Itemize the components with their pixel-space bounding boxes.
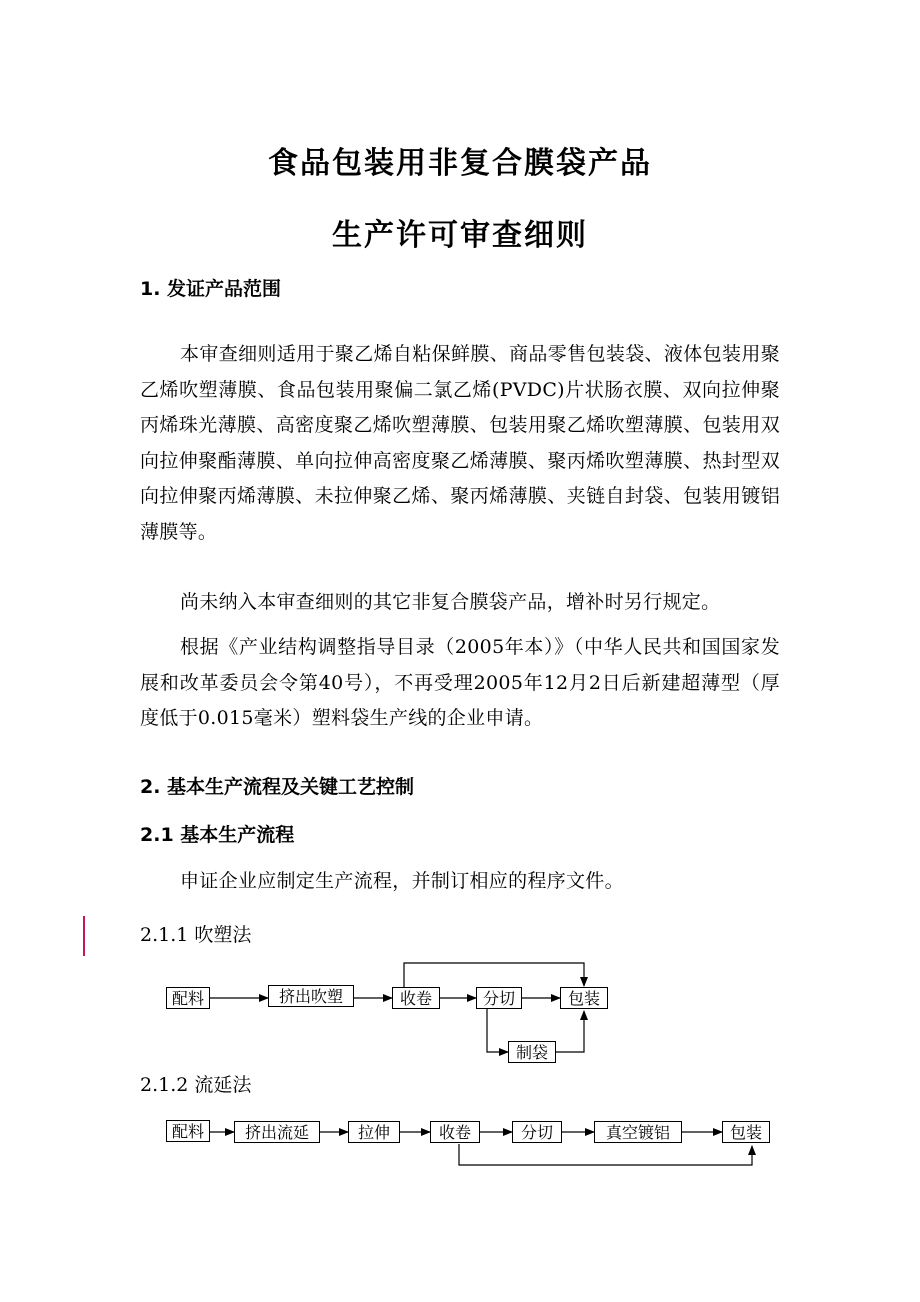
arrow-m2-bypass bbox=[459, 1144, 752, 1165]
m1-step-batching: 配料 bbox=[166, 987, 210, 1009]
m2-step-batching: 配料 bbox=[166, 1120, 210, 1142]
section1-paragraph-scope: 本审查细则适用于聚乙烯自粘保鲜膜、商品零售包装袋、液体包装用聚乙烯吹塑薄膜、食品包装用聚偏二氯乙烯(PVDC)片状肠衣膜、双向拉伸聚丙烯珠光薄膜、高密度聚乙烯吹塑薄膜、包装用聚乙烯吹塑薄膜、包装用双向拉伸聚酯薄膜、单向拉伸高密度聚乙烯薄膜、聚丙烯吹塑薄膜、热封型双向拉伸聚丙烯薄膜、未拉伸聚乙烯、聚丙烯薄膜、夹链自封袋、包装用镀铝薄膜等。 bbox=[140, 343, 780, 543]
section1-paragraph-regulation: 根据《产业结构调整指导目录（2005年本）》（中华人民共和国国家发展和改革委员会令第40号），不再受理2005年12月2日后新建超薄型（厚度低于0.015毫米）塑料袋生产线的企业申请。 bbox=[140, 636, 780, 729]
m1-step-slitting: 分切 bbox=[476, 987, 522, 1009]
method1-label: 2.1.1 吹塑法 bbox=[140, 924, 252, 946]
m2-step-vacuum-aluminizing: 真空镀铝 bbox=[594, 1121, 682, 1143]
m2-step-stretching: 拉伸 bbox=[348, 1121, 400, 1143]
method2-label: 2.1.2 流延法 bbox=[140, 1074, 252, 1096]
doc-title-line2: 生产许可审查细则 bbox=[332, 218, 588, 253]
arrow-m1-from-bagging bbox=[556, 1011, 584, 1052]
section1-heading: 1. 发证产品范围 bbox=[140, 278, 282, 300]
arrow-m1-to-bagging bbox=[487, 1009, 508, 1052]
section1-paragraph-supplement: 尚未纳入本审查细则的其它非复合膜袋产品，增补时另行规定。 bbox=[180, 591, 721, 613]
m1-step-winding: 收卷 bbox=[392, 987, 440, 1009]
m1-step-bag-making: 制袋 bbox=[508, 1041, 556, 1063]
section2-heading: 2. 基本生产流程及关键工艺控制 bbox=[140, 776, 415, 798]
doc-title-line1: 食品包装用非复合膜袋产品 bbox=[268, 146, 652, 181]
section2-1-heading: 2.1 基本生产流程 bbox=[140, 824, 295, 846]
m2-step-extrusion-casting: 挤出流延 bbox=[234, 1121, 320, 1143]
arrow-m1-bypass bbox=[404, 963, 584, 987]
section2-1-intro: 申证企业应制定生产流程，并制订相应的程序文件。 bbox=[180, 870, 624, 892]
m1-step-packaging: 包装 bbox=[560, 987, 608, 1009]
m1-step-extrusion-blowing: 挤出吹塑 bbox=[268, 985, 354, 1007]
m2-step-winding: 收卷 bbox=[430, 1121, 480, 1143]
m2-step-slitting: 分切 bbox=[512, 1121, 562, 1143]
m2-step-packaging: 包装 bbox=[722, 1121, 770, 1143]
